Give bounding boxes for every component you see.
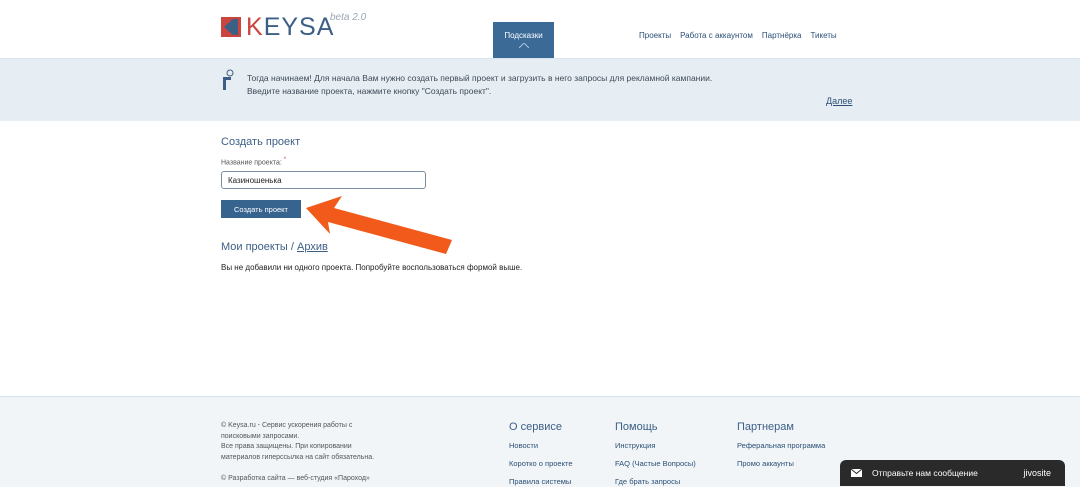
footer-link[interactable]: Новости — [509, 441, 539, 450]
site-header — [0, 0, 1080, 59]
jivosite-brand: jivosite — [1023, 468, 1051, 478]
empty-projects-message: Вы не добавили ни одного проекта. Попробуйте воспользоваться формой выше. — [221, 263, 523, 272]
footer-col-partners — [737, 421, 825, 477]
create-project-title: Создать проект — [221, 136, 301, 148]
nav-projects[interactable]: Проекты — [639, 31, 672, 40]
notice-line-1: Тогда начинаем! Для начала Вам нужно создать первый проект и загрузить в него запросы для рекламной кампании. — [247, 73, 713, 83]
footer-developer: © Разработка сайта — веб-студия «Пароход» — [221, 475, 370, 482]
caret-up-icon — [519, 43, 529, 48]
footer-col-about — [509, 421, 573, 495]
envelope-icon — [851, 469, 862, 477]
create-project-button[interactable]: Создать проект — [221, 200, 301, 218]
top-nav — [639, 31, 837, 40]
onboarding-notice — [0, 59, 1080, 121]
arrow-annotation — [300, 194, 460, 264]
project-name-input[interactable] — [221, 171, 426, 189]
footer-link[interactable]: Инструкция — [615, 441, 656, 450]
footer-copyright: © Keysa.ru - Сервис ускорения работы с поисковыми запросами. Все права защищены. При копировании материалов гиперссылка на сайт обязательна. — [221, 422, 375, 461]
footer-col-help — [615, 421, 696, 495]
project-name-label: Название проекта: * — [221, 157, 287, 167]
beta-label: beta 2.0 — [330, 12, 367, 23]
tab-hints[interactable] — [493, 22, 554, 58]
archive-link[interactable]: Архив — [296, 241, 328, 253]
footer-link[interactable]: Правила системы — [509, 477, 572, 486]
footer-col-title: Партнерам — [737, 421, 794, 433]
footer-link[interactable]: Коротко о проекте — [509, 459, 573, 468]
nav-partner[interactable]: Партнёрка — [761, 31, 802, 40]
nav-tickets[interactable]: Тикеты — [810, 31, 837, 40]
footer-link[interactable]: Промо аккаунты — [737, 459, 794, 468]
tab-hints-label: Подсказки — [504, 31, 543, 40]
chat-widget-text: Отправьте нам сообщение — [872, 468, 978, 478]
footer-col-title: О сервисе — [509, 421, 562, 433]
chat-widget[interactable] — [840, 460, 1065, 486]
pointer-icon — [220, 69, 234, 91]
next-link[interactable]: Далее — [826, 96, 853, 106]
my-projects-title: Мои проекты / Архив — [221, 241, 328, 253]
logo-text: KEYSA — [246, 13, 335, 41]
notice-line-2: Введите название проекта, нажмите кнопку "Создать проект". — [247, 86, 492, 96]
keysa-logo-icon — [221, 17, 241, 37]
footer-col-title: Помощь — [615, 421, 658, 433]
footer-link[interactable]: Где брать запросы — [615, 477, 681, 486]
notice-text — [247, 72, 712, 98]
logo[interactable] — [221, 13, 335, 41]
footer-link[interactable]: Реферальная программа — [737, 441, 826, 450]
nav-account[interactable]: Работа с аккаунтом — [680, 31, 753, 40]
footer-link[interactable]: FAQ (Частые Вопросы) — [615, 459, 696, 468]
